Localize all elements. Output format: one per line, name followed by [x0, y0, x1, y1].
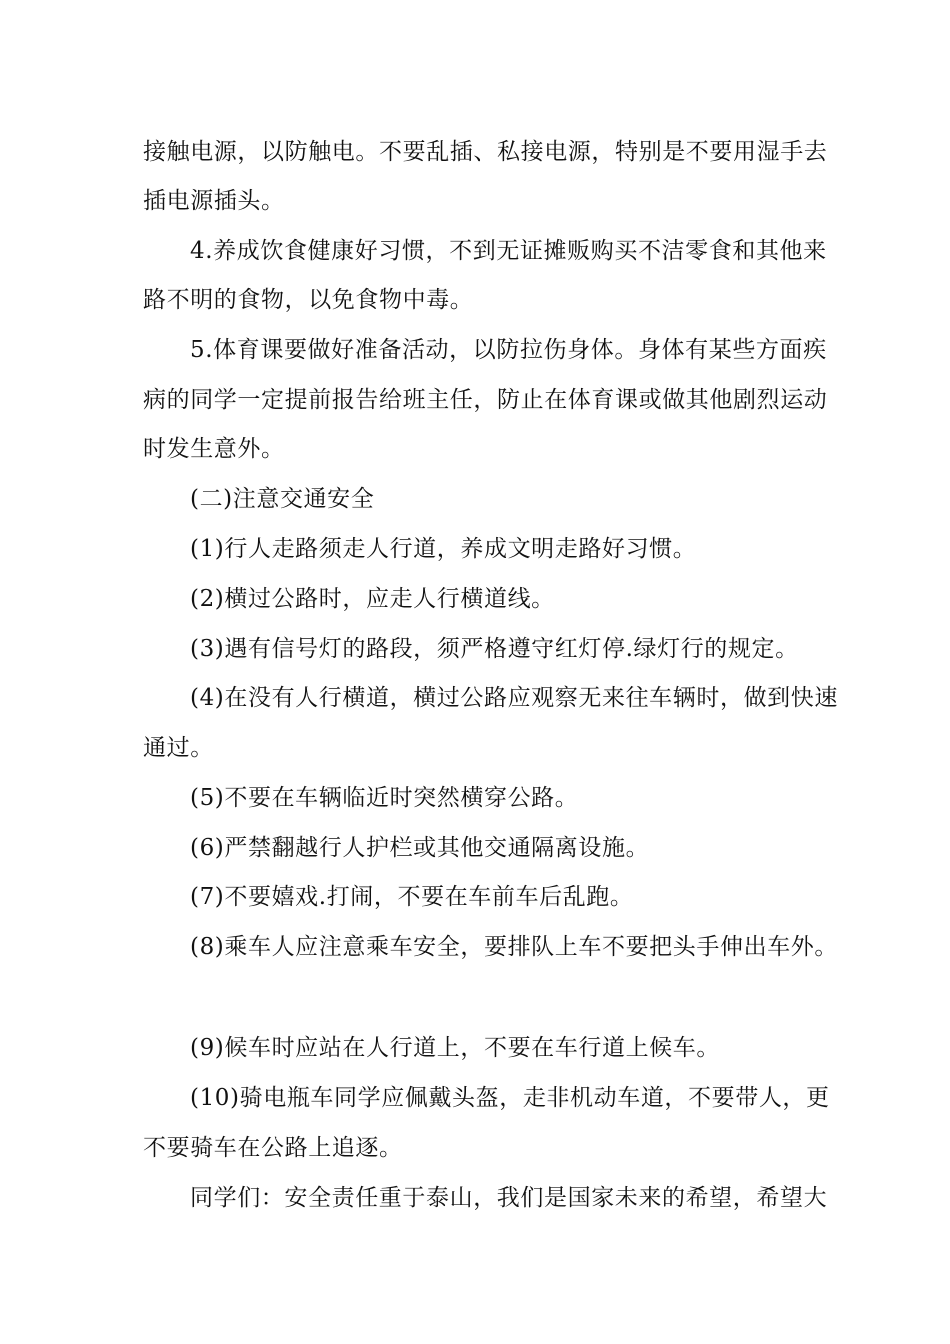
text-line: (6)严禁翻越行人护栏或其他交通隔离设施。: [190, 835, 650, 861]
text-line: 时发生意外。: [143, 436, 285, 462]
text-line: (10)骑电瓶车同学应佩戴头盔，走非机动车道，不要带人，更: [190, 1085, 830, 1111]
text-line: 4.养成饮食健康好习惯，不到无证摊贩购买不洁零食和其他来: [190, 238, 827, 264]
text-line: (7)不要嬉戏.打闹，不要在车前车后乱跑。: [190, 884, 634, 910]
text-line: (3)遇有信号灯的路段，须严格遵守红灯停.绿灯行的规定。: [190, 636, 799, 662]
text-line: 通过。: [143, 735, 214, 761]
text-line: (5)不要在车辆临近时突然横穿公路。: [190, 785, 579, 811]
text-line: 插电源插头。: [143, 188, 285, 214]
text-line: (1)行人走路须走人行道，养成文明走路好习惯。: [190, 536, 697, 562]
text-line: 路不明的食物，以免食物中毒。: [143, 287, 474, 313]
text-line: (2)横过公路时，应走人行横道线。: [190, 586, 555, 612]
text-line: 接触电源，以防触电。不要乱插、私接电源，特别是不要用湿手去: [143, 139, 828, 165]
section-heading: (二)注意交通安全: [190, 486, 375, 512]
text-line: (9)候车时应站在人行道上，不要在车行道上候车。: [190, 1035, 720, 1061]
text-line: 同学们：安全责任重于泰山，我们是国家未来的希望，希望大: [190, 1185, 828, 1211]
text-line: 病的同学一定提前报告给班主任，防止在体育课或做其他剧烈运动: [143, 387, 828, 413]
text-line: 不要骑车在公路上追逐。: [143, 1135, 403, 1161]
text-line: (4)在没有人行横道，横过公路应观察无来往车辆时，做到快速: [190, 685, 838, 711]
text-line: (8)乘车人应注意乘车安全，要排队上车不要把头手伸出车外。: [190, 934, 838, 960]
text-line: 5.体育课要做好准备活动，以防拉伤身体。身体有某些方面疾: [190, 337, 827, 363]
